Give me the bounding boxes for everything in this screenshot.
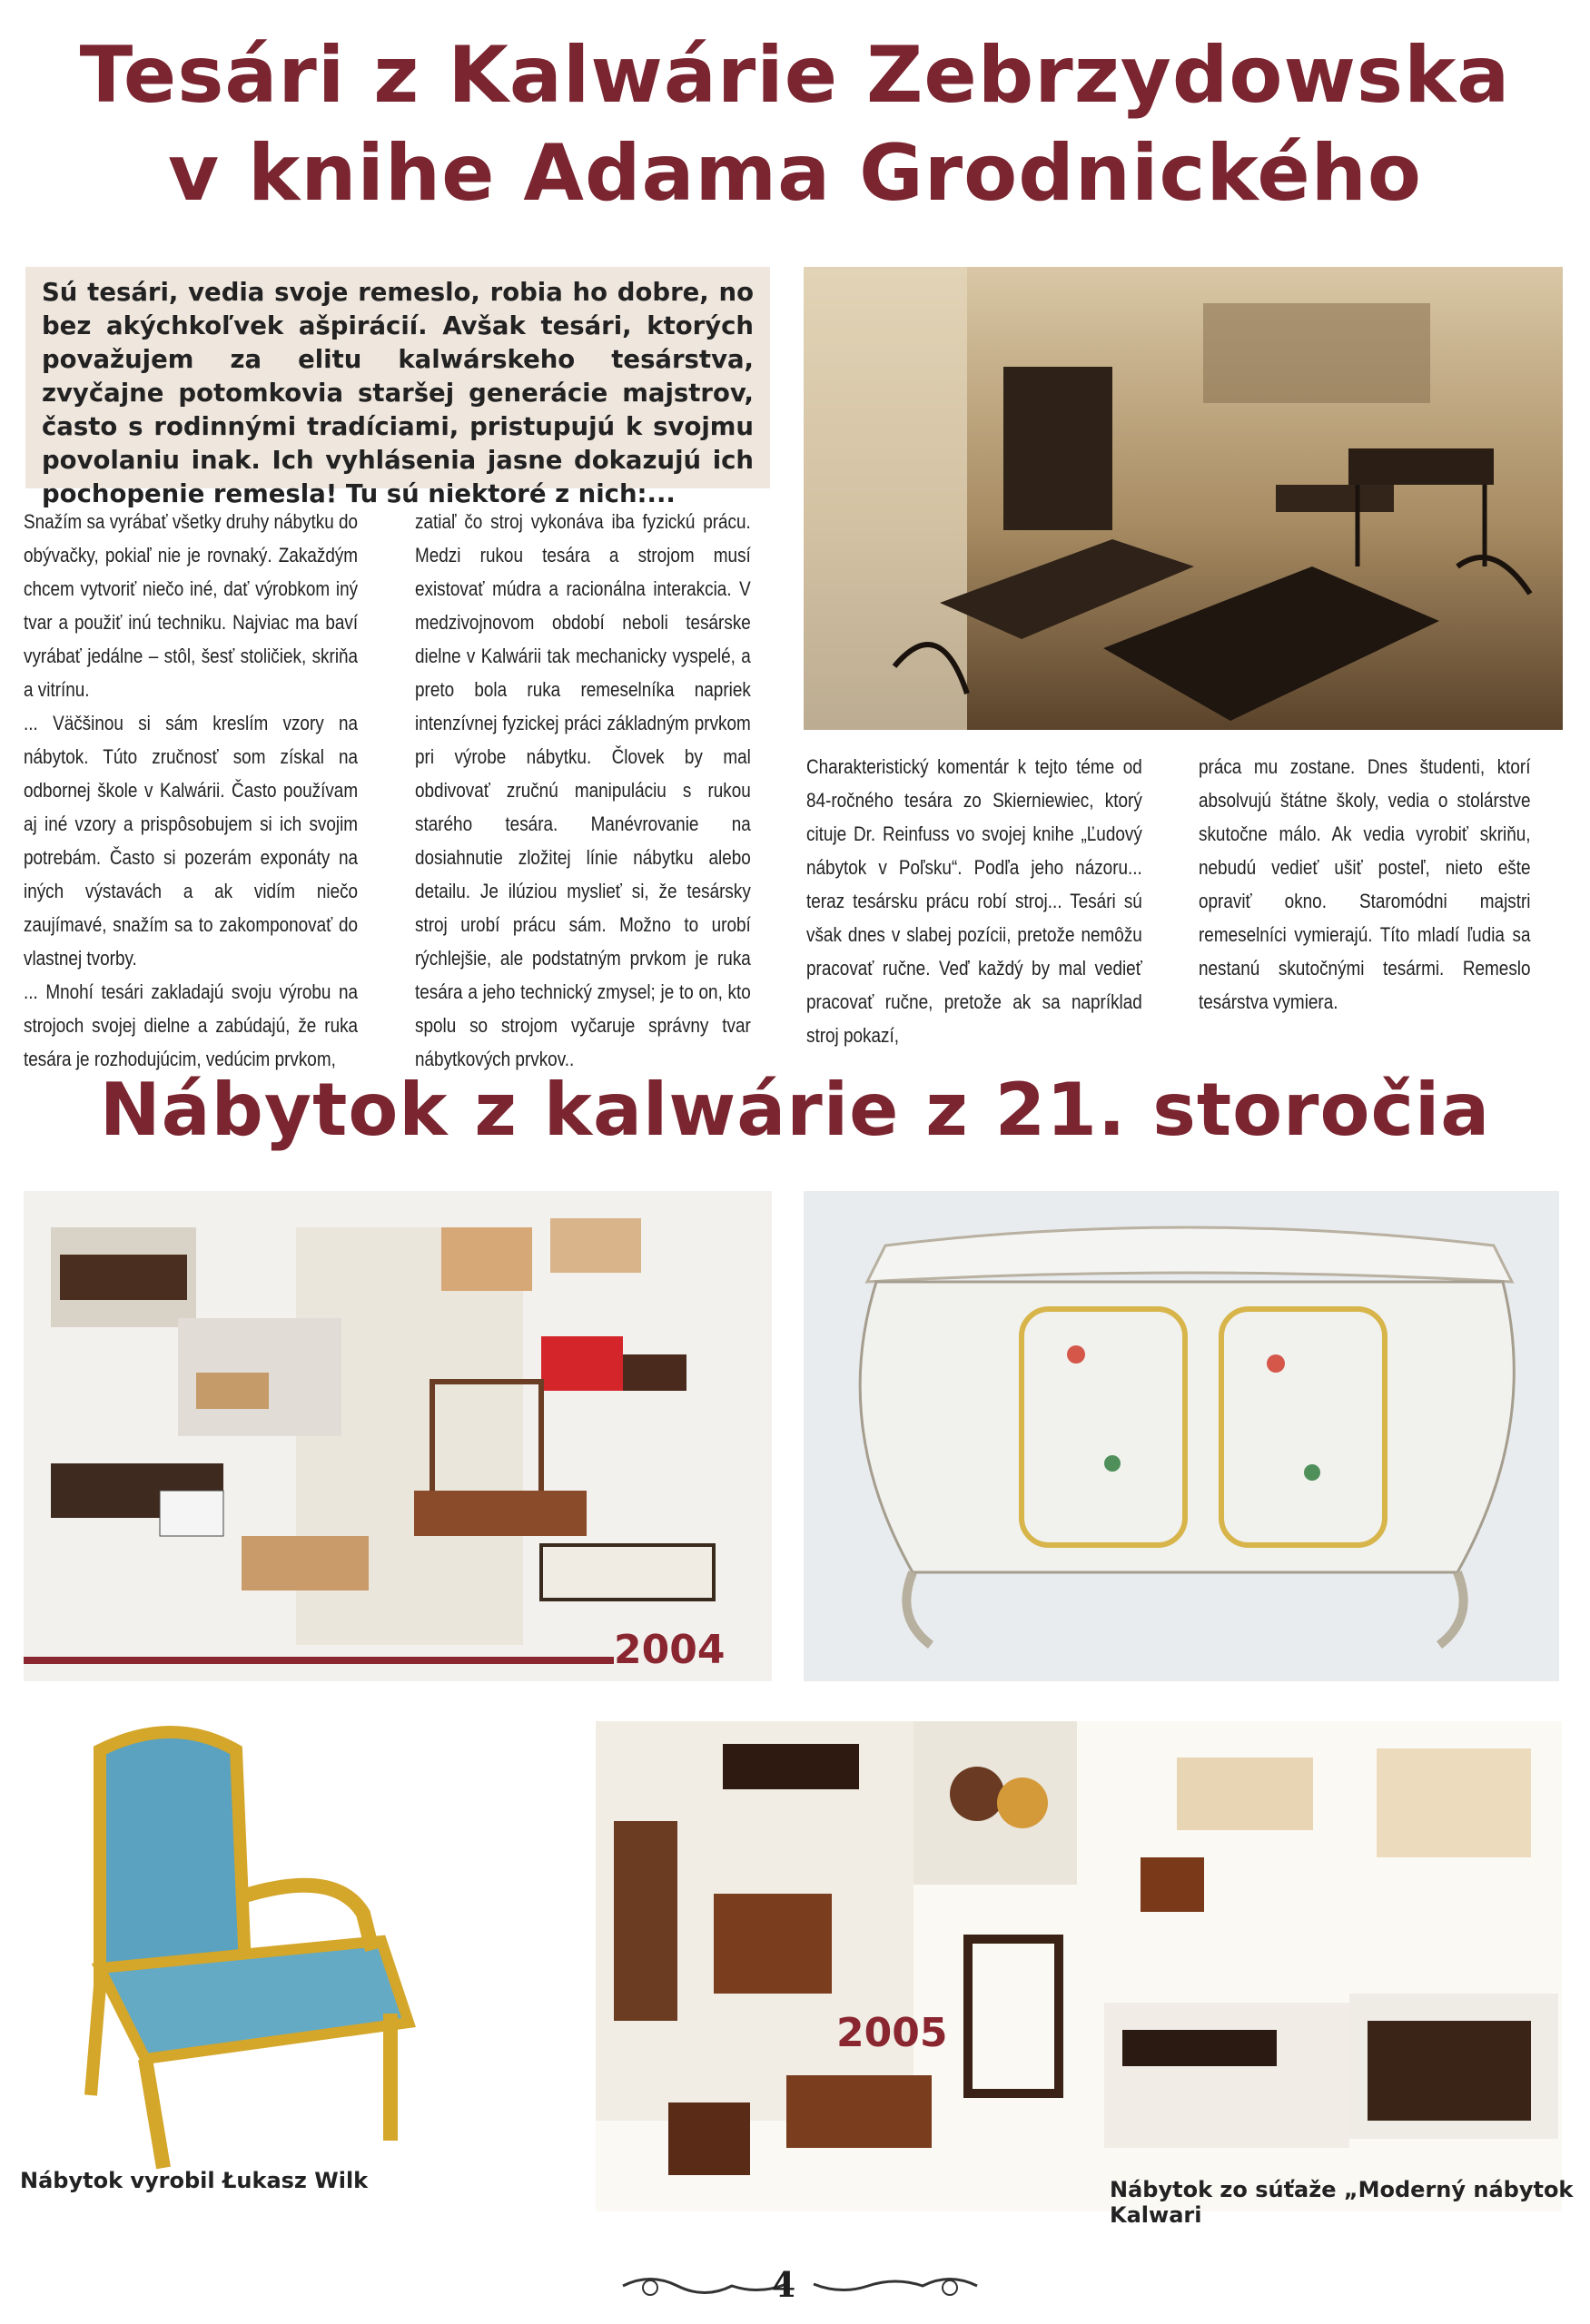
furniture-2004-illustrations xyxy=(24,1191,772,1681)
page-number: 4 xyxy=(771,2264,796,2305)
painted-dresser-photo xyxy=(804,1191,1559,1681)
text-column-1 xyxy=(24,505,358,1076)
text-column-4 xyxy=(1199,750,1531,1019)
right-flourish-icon xyxy=(805,2268,986,2304)
armchair-illustration xyxy=(64,1714,445,2186)
paragraph: ... Mnohí tesári zakladajú svoju výrobu na strojoch svojej dielne a zabúdajú, že ruka tesára je rozhodujúcim, vedúcim prvkom, xyxy=(24,980,359,1070)
year-label-2005: 2005 xyxy=(836,2010,948,2056)
furniture-collage-2005 xyxy=(596,1721,1562,2211)
furniture-collage-2004 xyxy=(24,1191,772,1681)
paragraph: zatiaľ čo stroj vykonáva iba fyzickú prácu. Medzi rukou tesára a strojom musí existovať múdra a racionálna interakcia. V medzivojnovom období neboli tesárske dielne v Kalwárii tak mechanicky vyspelé, a preto bola ruka remeselníka napriek intenzívnej fyzickej práci základným prvkom pri výrobe nábytku. Človek by mal obdivovať zručnú manipuláciu s rukou starého tesára. Manévrovanie na dosiahnutie zložitej línie nábytku alebo detailu. Je ilúziou myslieť si, že tesársky stroj urobí prácu sám. Možno to urobí rýchlejšie, ale podstatným prvkom je ruka tesára a jeho technický zmysel; je to on, kto spolu so strojom vyčaruje správny tvar nábytkových prvkov.. xyxy=(415,510,751,1070)
workshop-interior-illustration xyxy=(804,267,1563,730)
intro-box: Sú tesári, vedia svoje remeslo, robia ho dobre, no bez akýchkoľvek ašpirácií. Avšak tesári, ktorých považujem za elitu kalwárskeho tesárstva, zvyčajne potomkovia staršej generácie majstrov, často s rodinnými tradíciami, pristupujú k svojmu povolaniu inak. Ich vyhlásenia jasne dokazujú ich pochopenie remesla! Tu sú niektoré z nich:... xyxy=(25,267,770,488)
text-column-2 xyxy=(415,505,751,1076)
paragraph: práca mu zostane. Dnes študenti, ktorí absolvujú štátne školy, vedia o stolárstve skutočne málo. Ak vedia vyrobiť skriňu, nebudú vedieť ušiť posteľ, nieto ešte opraviť okno. Staromódni majstri remeselníci vymierajú. Títo mladí ľudia sa nestanú skutočnými tesármi. Remeslo tesárstva vymiera. xyxy=(1199,755,1531,1013)
paragraph: ... Väčšinou si sám kreslím vzory na nábytok. Túto zručnosť som získal na odbornej škole v Kalwárii. Často používam aj iné vzory a prispôsobujem si ich svojim potrebám. Často si pozerám exponáty na iných výstavách a ak vidím niečo zaujímavé, snažím sa to zakomponovať do vlastnej tvorby. xyxy=(24,712,359,970)
painted-dresser-illustration xyxy=(804,1191,1559,1681)
contest-caption: Nábytok zo súťaže „Moderný nábytok Kalwari xyxy=(1110,2177,1574,2228)
armchair-caption: Nábytok vyrobil Łukasz Wilk xyxy=(20,2168,369,2193)
paragraph: Charakteristický komentár k tejto téme od 84-ročného tesára zo Skierniewiec, ktorý cituje Dr. Reinfuss vo svojej knihe „Ľudový nábytok v Poľsku“. Podľa jeho názoru... teraz tesársku prácu robí stroj... Tesári sú však dnes v slabej pozícii, pretože nemôžu pracovať ručne. Veď každý by mal vedieť pracovať ručne, pretože ak sa napríklad stroj pokazí, xyxy=(806,755,1142,1047)
text-column-3 xyxy=(806,750,1142,1052)
gilded-armchair-photo xyxy=(64,1714,445,2186)
article-title-line-2: v knihe Adama Grodnického xyxy=(168,128,1422,219)
article-title-line-1: Tesári z Kalwárie Zebrzydowska xyxy=(79,30,1511,121)
furniture-2005-illustrations xyxy=(596,1721,1562,2211)
year-label-2004: 2004 xyxy=(614,1627,726,1673)
paragraph: Snažím sa vyrábať všetky druhy nábytku do obývačky, pokiaľ nie je rovnaký. Zakaždým chcem vytvoriť niečo iné, dať výrobkom iný tvar a použiť inú techniku. Najviac ma baví vyrábať jedálne – stôl, šesť stoličiek, skriňa a vitrínu. xyxy=(24,510,359,701)
historic-workshop-photo xyxy=(804,267,1563,730)
section-title: Nábytok z kalwárie z 21. storočia xyxy=(99,1068,1491,1152)
